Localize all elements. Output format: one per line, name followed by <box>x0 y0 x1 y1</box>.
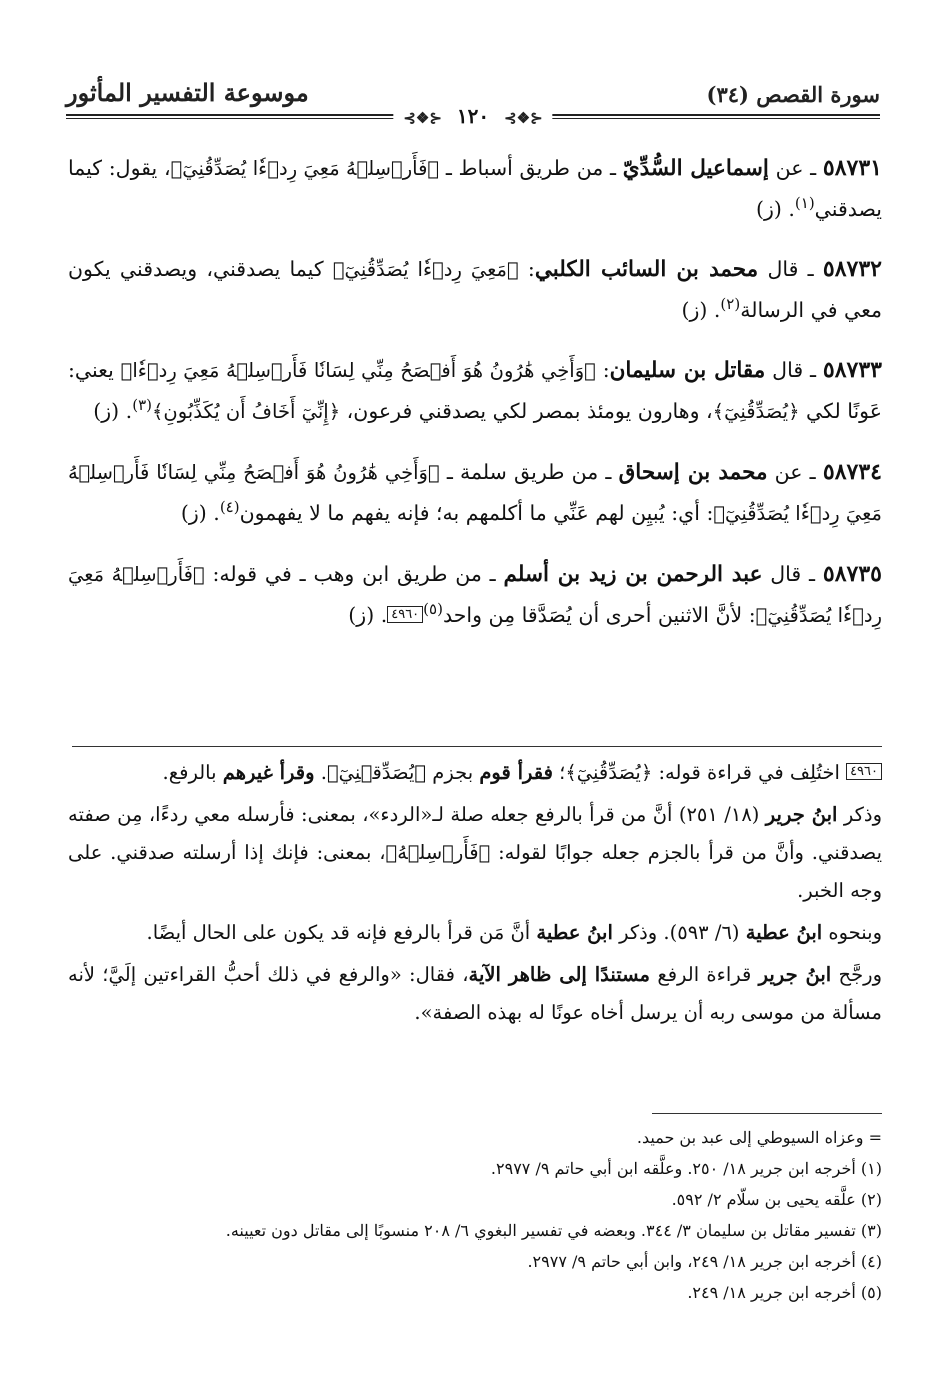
commentary-text: أنَّ مَن قرأ بالرفع فإنه قد يكون على الحال أيضًا. <box>146 921 537 944</box>
footnote-item: (٢) علَّقه يحيى بن سلّام ٢/ ٥٩٢. <box>671 1190 882 1209</box>
commentary-text: ، فقال: «والرفع في ذلك أحبُّ القراءتين إلَيَّ؛ لأنه مسألة من موسى ربه أن يرسل أخاه عونًا له بهذه الصفة». <box>68 963 882 1024</box>
ornament-right-icon: ⊰❖⊱ <box>504 109 543 127</box>
footnote-rule <box>652 1113 882 1114</box>
narration-entry <box>68 554 882 636</box>
narration-entry <box>68 350 882 432</box>
narration-entry <box>68 249 882 330</box>
entry-chain: ـ من طريق ابن وهب ـ في قوله: <box>204 562 504 586</box>
entry-lead: ـ قال <box>758 257 814 281</box>
commentary-bold: وقرأ غيرهم <box>222 761 315 784</box>
quran-quote: ﴿وَأَخِي هَٰرُونُ هُوَ أَفۡصَحُ مِنِّي لِسَانٗا فَأَرۡسِلۡهُ مَعِيَ رِدۡءٗا﴾ <box>120 359 596 382</box>
narrator-name: محمد بن السائب الكلبي <box>534 257 759 282</box>
quran-quote: ﴿فَأَرۡسِلۡهُ مَعِيَ رِدۡءٗا يُصَدِّقُنِيٓ﴾ <box>170 157 440 180</box>
quran-quote: ﴿وَأَخِي هَٰرُونُ هُوَ أَفۡصَحُ مِنِّي لِسَانٗا فَأَرۡسِلۡهُ مَعِيَ رِدۡءٗا يُصَدِّقُنِيٓ﴾ <box>68 461 882 525</box>
footnote-item: (٤) أخرجه ابن جرير ١٨/ ٢٤٩، وابن أبي حاتم ٩/ ٢٩٧٧. <box>527 1252 882 1271</box>
entry-number: ٥٨٧٣٥ <box>822 561 882 587</box>
entry-lead: ـ قال <box>765 358 817 382</box>
entry-text: يعني: عَونًا لكي <box>68 358 882 423</box>
entry-text: : أي: يُبيِن لهم عَنِّي ما أكلمهم به؛ فإنه يفهم ما لا يفهمون <box>239 501 714 525</box>
footnote-ref[interactable]: (٢) <box>720 295 741 314</box>
narration-entry <box>68 148 882 229</box>
commentary-text: بجزم <box>426 761 480 784</box>
commentary-text: اختُلِف في قراءة قوله: <box>652 761 847 784</box>
book-title: موسوعة التفسير المأثور <box>66 78 309 107</box>
commentary-section <box>68 754 882 1036</box>
section-divider <box>72 746 882 747</box>
quran-quote: ﴿فَأَرۡسِلۡهُ مَعِيَ رِدۡءٗا يُصَدِّقُنِيٓ﴾ <box>68 563 882 627</box>
entry-tail: . (ز) <box>681 298 721 322</box>
entry-chain: : <box>518 257 535 281</box>
entry-text: : لأنَّ الاثنين أحرى أن يُصَدَّقا مِن واحد <box>442 603 756 627</box>
footnote-ref[interactable]: (١) <box>794 194 815 213</box>
commentary-text: وذكر <box>837 803 882 826</box>
narrator-name: إسماعيل السُّدِّيّ <box>622 156 769 181</box>
narrator-name: عبد الرحمن بن زيد بن أسلم <box>503 562 763 587</box>
footnotes <box>68 1122 882 1308</box>
commentary-text: ؛ <box>552 761 566 784</box>
entry-lead: ـ عن <box>768 156 817 180</box>
commentary-text: بالرفع. <box>162 761 223 784</box>
narrations <box>68 148 882 656</box>
commentary-text: قراءة الرفع <box>650 963 759 986</box>
footnote-ref[interactable]: (٥) <box>423 600 443 619</box>
ornament-left-icon: ⊰❖⊱ <box>403 109 442 127</box>
entry-chain: ـ من طريق سلمة ـ <box>439 460 619 484</box>
quran-quote: ﴿فَأَرۡسِلۡهُ﴾ <box>385 841 491 864</box>
quran-quote: ﴿مَعِيَ رِدۡءٗا يُصَدِّقُنِيٓ﴾ <box>332 258 519 281</box>
quran-quote: ﴿يُصَدِّقۡنِيٓ﴾ <box>326 761 427 784</box>
footnote-ref[interactable]: (٤) <box>219 498 240 517</box>
commentary-bold: فقرأ قوم <box>479 761 553 784</box>
page-number-box <box>393 104 552 128</box>
entry-text: ، يقول: كيما يصدقني <box>68 156 882 221</box>
commentary-text: . <box>314 761 327 784</box>
footnote-item: (٣) تفسير مقاتل بن سليمان ٣/ ٣٤٤. وبعضه في تفسير البغوي ٦/ ٢٠٨ منسوبًا إلى مقاتل دون تعيينه. <box>225 1221 882 1240</box>
commentary-text: وبنحوه <box>822 921 882 944</box>
commentary-text: (١٨/ ٢٥١) أنَّ من قرأ بالرفع جعله صلة لـ«الردء»، بمعنى: فأرسله معي ردءًا، مِن صفته يصدقني. وأنَّ من قرأ بالجزم جعله جوابًا لقوله: <box>68 803 882 864</box>
commentary-ref-box[interactable]: ٤٩٦٠ <box>387 606 423 623</box>
commentary-text: ، بمعنى: فإنك إذا أرسلته صدقني. على وجه الخبر. <box>68 841 882 902</box>
entry-number: ٥٨٧٣٣ <box>822 357 882 383</box>
entry-tail: . (ز) <box>180 501 220 525</box>
page-number: ١٢٠ <box>456 104 490 128</box>
quran-quote: ﴿يُصَدِّقُنِيٓ﴾ <box>565 761 653 784</box>
quran-quote: ﴿إِنِّيٓ أَخَافُ أَن يُكَذِّبُونِ﴾ <box>151 400 341 423</box>
commentary-paragraph <box>68 956 882 1032</box>
scholar-name: ابنُ عطية <box>536 921 613 944</box>
scholar-name: ابنُ عطية <box>745 921 823 944</box>
entry-text: كيما يصدقني، ويصدقني يكون معي في الرسالة <box>68 257 882 322</box>
entry-text: ، وهارون يومئذ بمصر لكي يصدقني فرعون، <box>340 399 713 423</box>
entry-tail: . (ز) <box>93 399 133 423</box>
surah-title: سورة القصص (٣٤) <box>706 82 880 107</box>
commentary-number-box: ٤٩٦٠ <box>846 763 882 780</box>
narrator-name: محمد بن إسحاق <box>618 460 768 485</box>
commentary-text: (٦/ ٥٩٣). وذكر <box>612 921 746 944</box>
quran-quote: ﴿يُصَدِّقُنِيٓ﴾ <box>712 400 800 423</box>
commentary-paragraph <box>68 796 882 910</box>
scholar-name: ابنُ جرير <box>765 803 838 826</box>
footnote-item: (١) أخرجه ابن جرير ١٨/ ٢٥٠. وعلَّقه ابن أبي حاتم ٩/ ٢٩٧٧. <box>490 1159 882 1178</box>
page-header <box>66 70 880 134</box>
commentary-text: ورجَّح <box>831 963 882 986</box>
entry-lead: ـ قال <box>762 562 816 586</box>
footnote-ref[interactable]: (٣) <box>132 396 152 415</box>
footnote-item: (٥) أخرجه ابن جرير ١٨/ ٢٤٩. <box>687 1283 882 1302</box>
entry-tail: . (ز) <box>755 197 795 221</box>
entry-number: ٥٨٧٣٤ <box>822 459 882 485</box>
commentary-paragraph <box>68 914 882 952</box>
entry-chain: ـ من طريق أسباط ـ <box>439 156 623 180</box>
narration-entry <box>68 452 882 534</box>
entry-lead: ـ عن <box>767 460 816 484</box>
narrator-name: مقاتل بن سليمان <box>609 358 766 383</box>
commentary-bold: مستندًا إلى ظاهر الآية <box>468 963 651 986</box>
scholar-name: ابنُ جرير <box>758 963 832 986</box>
entry-chain: : <box>595 358 610 382</box>
entry-tail: . (ز) <box>348 603 388 627</box>
commentary-paragraph <box>68 754 882 792</box>
entry-number: ٥٨٧٣١ <box>822 155 882 181</box>
footnote-item: = وعزاه السيوطي إلى عبد بن حميد. <box>636 1128 882 1147</box>
entry-number: ٥٨٧٣٢ <box>822 256 882 282</box>
